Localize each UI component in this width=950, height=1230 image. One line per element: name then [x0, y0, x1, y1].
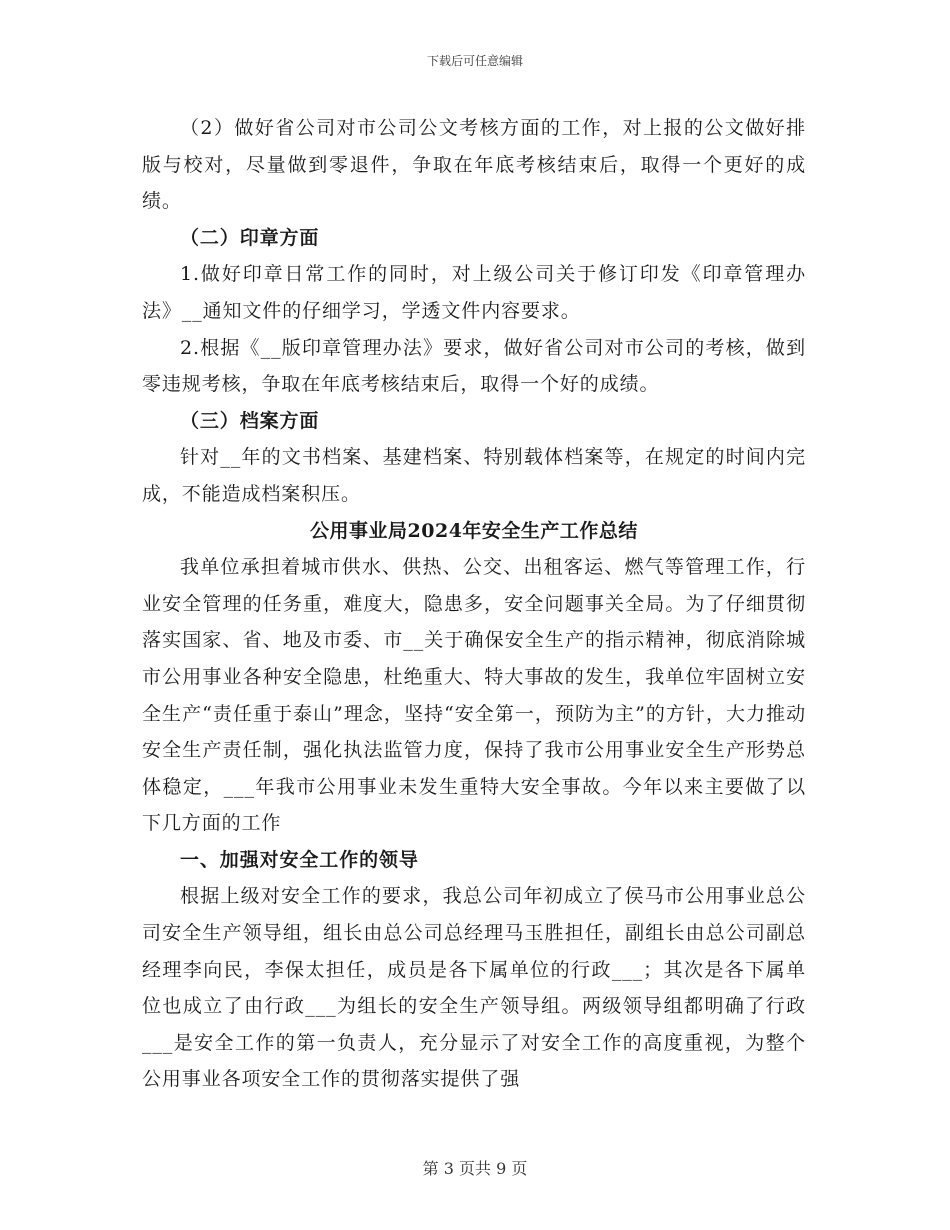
paragraph-leadership: 根据上级对安全工作的要求，我总公司年初成立了侯马市公用事业总公司安全生产领导组，组长由总公司总经理马玉胜担任，副组长由总公司副总经理李向民，李保太担任，成员是各下属单位的行政___；其次是各下属单位也成立了由行政___为组长的安全生产领导组。两级领导组都明确了行政___是安全工作的第一负责人，充分显示了对安全工作的高度重视，为整个公用事业各项安全工作的贯彻落实提供了强 [142, 885, 806, 1091]
page-header: 下载后可任意编辑 [426, 54, 523, 68]
paragraph-intro: 我单位承担着城市供水、供热、公交、出租客运、燃气等管理工作，行业安全管理的任务重，难度大，隐患多，安全问题事关全局。为了仔细贯彻落实国家、省、地及市委、市__关于确保安全生产的指示精神，彻底消除城市公用事业各种安全隐患，杜绝重大、特大事故的发生，我单位牢固树立安全生产“责任重于泰山”理念，坚持“安全第一，预防为主”的方针，大力推动安全生产责任制，强化执法监管力度，保持了我市公用事业安全生产形势总体稳定，___年我市公用事业未发生重特大安全事故。今年以来主要做了以下几方面的工作 [142, 556, 806, 835]
heading-archive: （三）档案方面 [180, 409, 320, 432]
paragraph-official-docs: （2）做好省公司对市公司公文考核方面的工作，对上报的公文做好排版与校对，尽量做到零退件，争取在年底考核结束后，取得一个更好的成绩。 [142, 117, 806, 213]
page-footer: 第 3 页共 9 页 [422, 1159, 528, 1178]
document-title: 公用事业局2024年安全生产工作总结 [310, 519, 638, 542]
paragraph-seal-1: 1.做好印章日常工作的同时，对上级公司关于修订印发《印章管理办法》__通知文件的仔细学习，学透文件内容要求。 [142, 263, 806, 322]
paragraph-seal-2: 2.根据《__版印章管理办法》要求，做好省公司对市公司的考核，做到零违规考核，争取在年底考核结束后，取得一个好的成绩。 [142, 336, 806, 396]
document-body [142, 110, 806, 1098]
heading-leadership: 一、加强对安全工作的领导 [180, 848, 419, 871]
paragraph-archive: 针对__年的文书档案、基建档案、特别载体档案等，在规定的时间内完成，不能造成档案积压。 [142, 446, 806, 505]
heading-seal: （二）印章方面 [180, 226, 320, 249]
